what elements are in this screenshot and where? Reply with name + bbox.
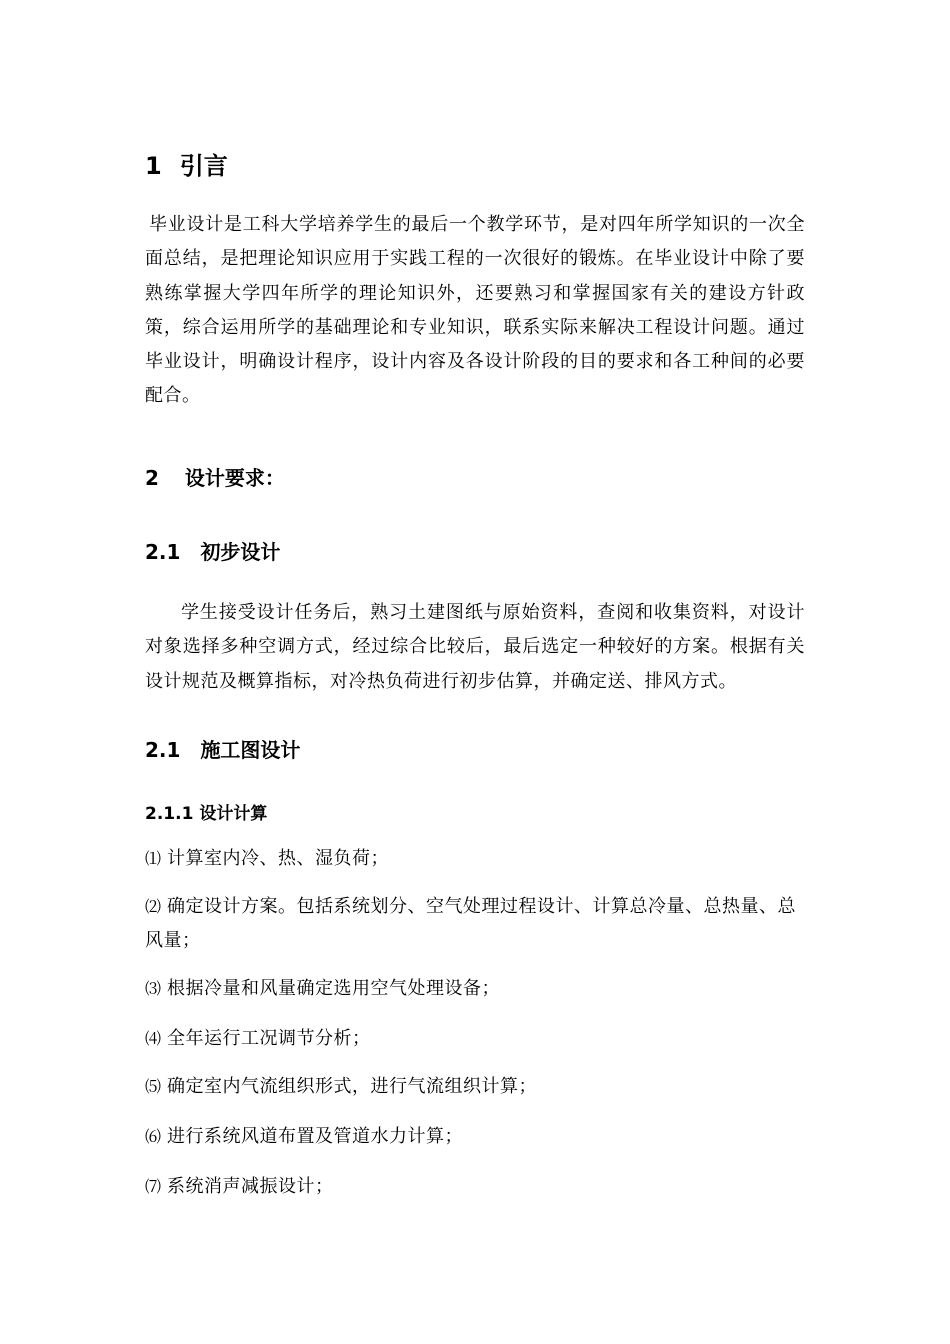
intro-paragraph: 毕业设计是工科大学培养学生的最后一个教学环节，是对四年所学知识的一次全面总结，是把理论知识应用于实践工程的一次很好的锻炼。在毕业设计中除了要熟练掌握大学四年所学的理论知识外，还要熟习和掌握国家有关的建设方针政策，综合运用所学的基础理论和专业知识，联系实际来解决工程设计问题。通过毕业设计，明确设计程序，设计内容及各设计阶段的目的要求和各工种间的必要配合。	[145, 214, 805, 407]
list-marker: ⑹	[145, 1127, 162, 1146]
list-item	[145, 972, 805, 1006]
list-marker: ⑺	[145, 1177, 162, 1196]
list-item	[145, 1120, 805, 1154]
list-marker: ⑶	[145, 979, 162, 998]
list-marker: ⑴	[145, 849, 162, 868]
list-item	[145, 1070, 805, 1104]
heading-construction-design	[145, 734, 300, 763]
list-marker: ⑸	[145, 1077, 162, 1096]
list-marker: ⑵	[145, 897, 162, 916]
heading-title: 施工图设计	[200, 738, 301, 762]
heading-number: 1	[145, 152, 162, 180]
list-item	[145, 890, 805, 959]
list-item	[145, 842, 805, 876]
heading-design-calculation	[145, 799, 267, 824]
list-item-text: 进行系统风道布置及管道水力计算；	[167, 1126, 463, 1147]
heading-number: 2.1	[145, 738, 181, 762]
list-item-text: 计算室内冷、热、湿负荷；	[167, 848, 389, 869]
heading-title: 引言	[179, 152, 228, 180]
list-item-text: 全年运行工况调节分析；	[167, 1028, 371, 1049]
list-marker: ⑷	[145, 1029, 162, 1048]
preliminary-paragraph: 学生接受设计任务后，熟习土建图纸与原始资料，查阅和收集资料，对设计对象选择多种空调方式，经过综合比较后，最后选定一种较好的方案。根据有关设计规范及概算指标，对冷热负荷进行初步估算，并确定送、排风方式。	[145, 602, 805, 692]
list-item-text: 系统消声减振设计；	[167, 1176, 334, 1197]
subheading-title: 设计计算	[199, 804, 268, 824]
list-item	[145, 1022, 805, 1056]
subheading-number: 2.1.1	[145, 804, 194, 824]
list-item-text: 确定室内气流组织形式，进行气流组织计算；	[167, 1076, 537, 1097]
heading-intro	[145, 146, 228, 181]
list-item-text: 根据冷量和风量确定选用空气处理设备；	[167, 978, 500, 999]
heading-title: 初步设计	[200, 540, 281, 564]
heading-requirements	[145, 462, 285, 491]
heading-preliminary-design	[145, 536, 280, 565]
list-item	[145, 1170, 805, 1204]
heading-title: 设计要求：	[184, 466, 285, 490]
heading-number: 2	[145, 466, 159, 490]
heading-number: 2.1	[145, 540, 181, 564]
list-item-text: 确定设计方案。包括系统划分、空气处理过程设计、计算总冷量、总热量、总风量；	[145, 896, 796, 952]
